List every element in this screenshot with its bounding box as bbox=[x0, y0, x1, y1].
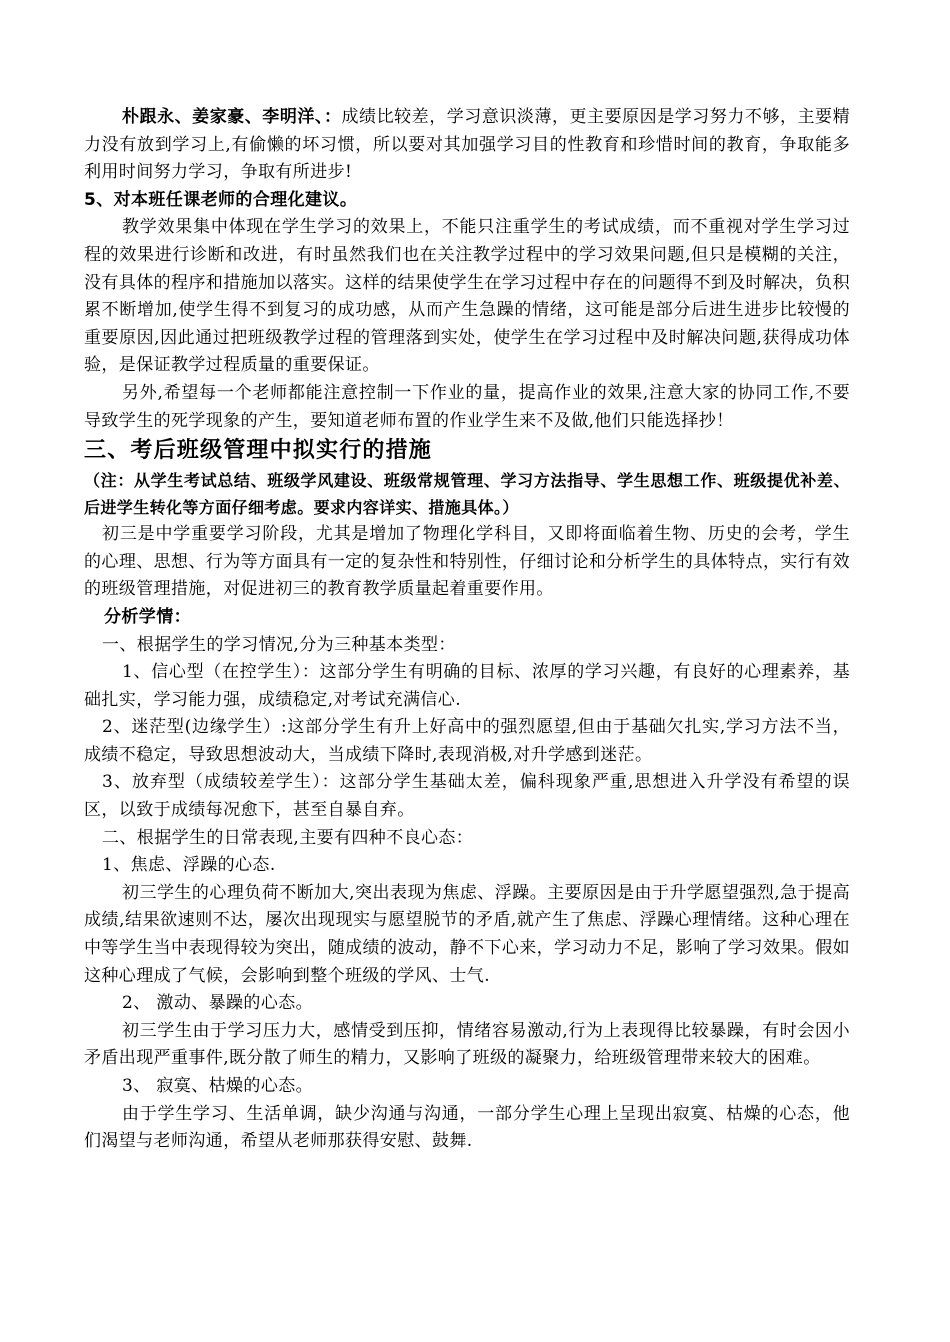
student-type-confused: 2、迷茫型(边缘学生）:这部分学生有升上好高中的强烈愿望,但由于基础欠扎实,学习方法不当，成绩不稳定，导致思想波动大，当成绩下降时,表现消极,对升学感到迷茫。 bbox=[84, 717, 850, 765]
state-agitated-text: 初三学生由于学习压力大，感情受到压抑，情绪容易激动,行为上表现得比较暴躁，有时会因小矛盾出现严重事件,既分散了师生的精力，又影响了班级的凝聚力，给班级管理带来较大的困难。 bbox=[84, 1020, 850, 1069]
paragraph-teaching-effect: 教学效果集中体现在学生学习的效果上，不能只注重学生的考试成绩，而不重视对学生学习过程的效果进行诊断和改进，有时虽然我们也在关注教学过程中的学习效果问题,但只是模糊的关注，没有具体的程序和措施加以落实。这样的结果使学生在学习过程中存在的问题得不到及时解决，负积累不断增加,使学生得不到复习的成功感，从而产生急躁的情绪，这可能是部分后进生进步比较慢的重要原因,因此通过把班级教学过程的管理落到实处，使学生在学习过程中及时解决问题,获得成功体验，是保证教学过程质量的重要保证。 bbox=[84, 217, 850, 376]
document-body bbox=[84, 104, 850, 1156]
mental-states-intro: 二、根据学生的日常表现,主要有四种不良心态： bbox=[102, 827, 474, 848]
paragraph-grade-intro: 初三是中学重要学习阶段，尤其是增加了物理化学科目，又即将面临着生物、历史的会考，学生的心理、思想、行为等方面具有一定的复杂性和特别性，仔细讨论和分析学生的具体特点，实行有效的班级管理措施，对促进初三的教育教学质量起着重要作用。 bbox=[84, 524, 850, 600]
state-anxious-title: 1、焦虑、浮躁的心态. bbox=[102, 855, 276, 876]
section-title-measures: 三、考后班级管理中拟实行的措施 bbox=[84, 438, 433, 464]
section-note: （注：从学生考试总结、班级学风建设、班级常规管理、学习方法指导、学生思想工作、班级提优补差、后进学生转化等方面仔细考虑。要求内容详实、措施具体。） bbox=[84, 471, 850, 518]
paragraph-homework: 另外,希望每一个老师都能注意控制一下作业的量，提高作业的效果,注意大家的协同工作,不要导致学生的死学现象的产生，要知道老师布置的作业学生来不及做,他们只能选择抄！ bbox=[84, 382, 850, 431]
state-lonely-title: 3、 寂寞、枯燥的心态。 bbox=[122, 1076, 314, 1096]
state-lonely-text: 由于学生学习、生活单调，缺少沟通与沟通，一部分学生心理上呈现出寂寞、枯燥的心态，他们渴望与老师沟通，希望从老师那获得安慰、鼓舞. bbox=[84, 1103, 850, 1152]
analysis-title: 分析学情： bbox=[104, 606, 191, 627]
student-type-confident: 1、信心型（在控学生）：这部分学生有明确的目标、浓厚的学习兴趣，有良好的心理素养，基础扎实，学习能力强，成绩稳定,对考试充满信心. bbox=[84, 662, 850, 710]
heading-teacher-suggestions: 5、对本班任课老师的合理化建议。 bbox=[84, 189, 358, 210]
student-types-intro: 一、根据学生的学习情况,分为三种基本类型： bbox=[102, 634, 456, 655]
paragraph-student-evaluation bbox=[84, 104, 850, 187]
student-type-giving-up: 3、放弃型（成绩较差学生）：这部分学生基础太差，偏科现象严重,思想进入升学没有希望的误区，以致于成绩每况愈下，甚至自暴自弃。 bbox=[84, 772, 850, 821]
state-anxious-text: 初三学生的心理负荷不断加大,突出表现为焦虑、浮躁。主要原因是由于升学愿望强烈,急于提高成绩,结果欲速则不达，屡次出现现实与愿望脱节的矛盾,就产生了焦虑、浮躁心理情绪。这种心理在中等学生当中表现得较为突出，随成绩的波动，静不下心来，学习动力不足，影响了学习效果。假如这种心理成了气候，会影响到整个班级的学风、士气. bbox=[84, 882, 850, 986]
student-evaluation-text: 成绩比较差，学习意识淡薄，更主要原因是学习努力不够，主要精力没有放到学习上,有偷懒的坏习惯，所以要对其加强学习目的性教育和珍惜时间的教育，争取能多利用时间努力学习，争取有所进步! bbox=[84, 107, 850, 183]
student-names: 朴跟永、姜家豪、李明洋、： bbox=[122, 107, 342, 127]
state-agitated-title: 2、 激动、暴躁的心态。 bbox=[122, 993, 314, 1014]
